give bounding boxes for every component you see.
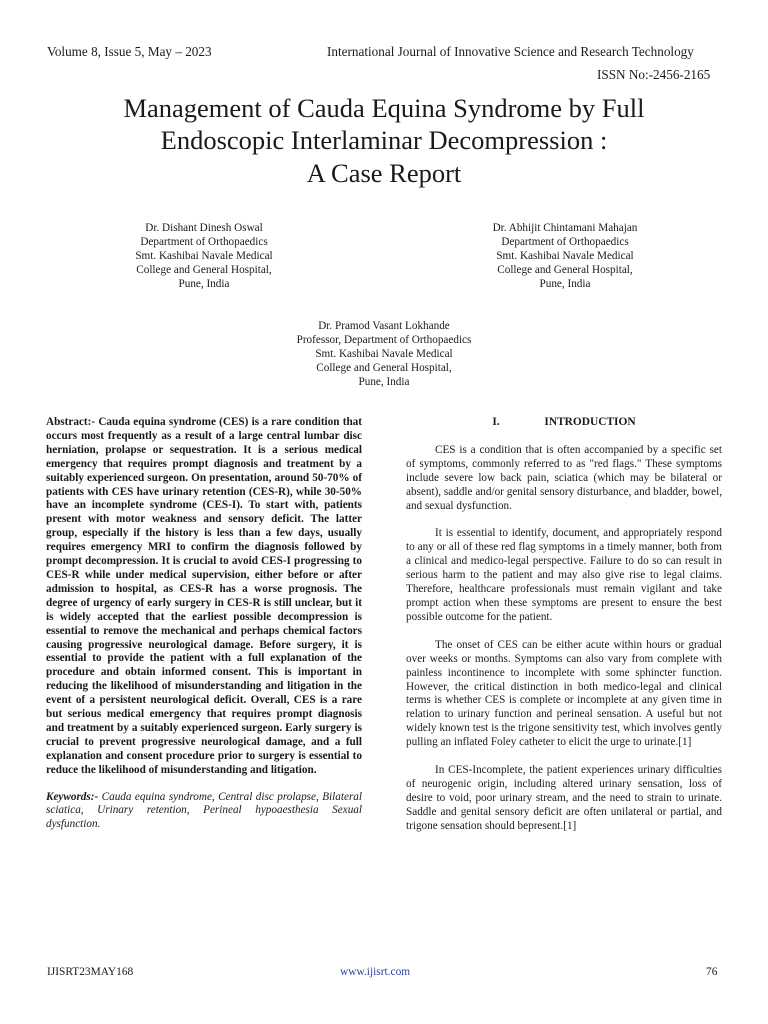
author-institution: Smt. Kashibai Navale Medical (315, 348, 453, 361)
journal-url-link[interactable]: www.ijisrt.com (340, 966, 411, 978)
paper-title (40, 92, 728, 189)
author-location: Pune, India (178, 278, 230, 291)
author-department: Department of Orthopaedics (501, 236, 629, 249)
author-name: Dr. Abhijit Chintamani Mahajan (492, 222, 638, 234)
author-department: Professor, Department of Orthopaedics (296, 334, 472, 347)
paper-code: IJISRT23MAY168 (47, 966, 134, 978)
journal-name: International Journal of Innovative Science and Research Technology (327, 44, 694, 59)
author-institution: Smt. Kashibai Navale Medical (496, 250, 634, 263)
author-location: Pune, India (358, 376, 410, 389)
author-institution-2: College and General Hospital, (497, 264, 633, 277)
volume-issue: Volume 8, Issue 5, May – 2023 (47, 44, 212, 59)
keywords (46, 791, 362, 833)
intro-paragraph-3: The onset of CES can be either acute within hours or gradual over weeks or months. Symptoms can also vary from complete with painless incontinence to incomplete with some sphincter function. However, the critical distinction in both medico-legal and clinical terms is whether CES is complete or incomplete at any given time in relation to urinary function and perineal sensation. A useful but not widely known test is the trigone sensitivity test, which involves gently pulling an inflated Foley catheter to elicit the urge to urinate.[1] (406, 638, 722, 749)
author-location: Pune, India (539, 278, 591, 291)
left-column (46, 416, 362, 832)
title-line-1: Management of Cauda Equina Syndrome by Full (123, 93, 645, 123)
section-number: I. (492, 416, 500, 428)
intro-paragraph-4: In CES-Incomplete, the patient experiences urinary difficulties of neurogenic origin, including altered urinary sensation, loss of desire to void, poor urinary stream, and the need to strain to urinate. Saddle and genital sensory deficit are often unilateral or partial, and trigone sensation should bepresent.[1] (406, 764, 722, 832)
author-block-3 (274, 319, 494, 389)
author-block-2 (455, 221, 675, 291)
page-number: 76 (706, 966, 718, 978)
title-line-3: A Case Report (306, 157, 462, 188)
author-block-1 (94, 221, 314, 291)
author-institution-2: College and General Hospital, (136, 264, 272, 277)
right-column (406, 416, 722, 848)
intro-paragraph-2: It is essential to identify, document, and appropriately respond to any or all of these red flag symptoms in a timely manner, both from a clinical and medico-legal perspective. Failure to do so can result in serious harm to the patient and may also give rise to legal claims. Therefore, healthcare professionals must remain vigilant and take prompt action when these symptoms are present to ensure the best possible outcome for the patient. (406, 527, 722, 623)
author-name: Dr. Dishant Dinesh Oswal (145, 222, 263, 234)
issn: ISSN No:-2456-2165 (597, 67, 711, 82)
title-line-2: Endoscopic Interlaminar Decompression : (160, 125, 608, 156)
keywords-label: Keywords:- (46, 790, 99, 803)
abstract: Abstract:- Cauda equina syndrome (CES) is a rare condition that occurs most frequently as a result of a large central lumbar disc herniation, prolapse or sequestration. It is a serious medical emergency that requires prompt diagnosis and treatment by a suitably experienced surgeon. On presentation, around 50-70% of patients with CES have urinary retention (CES-R), while 30-50% have an incomplete syndrome (CES-I). To start with, patients present with motor weakness and sensory deficit. The latter group, especially if the history is less than a few days, usually requires emergency MRI to confirm the diagnosis followed by prompt decompression. It is crucial to avoid CES-I progressing to CES-R while under medical supervision, either before or after admission to hospital, as CES-R has a worse prognosis. The degree of urgency of early surgery in CES-R is still unclear, but it is widely accepted that the earliest possible decompression is essential to remove the mechanical and perhaps chemical factors causing progressive neurological damage. Before surgery, it is essential to provide the patient with a full explanation of the procedure and obtain informed consent. This is important in reducing the likelihood of misunderstanding and litigation in the event of a persistent neurological deficit. Overall, CES is a rare but serious medical emergency that requires prompt diagnosis and treatment by a suitably experienced surgeon. Early surgery is crucial to prevent progressive neurological damage, and a full explanation and consent procedure prior to surgery is essential to reduce the likelihood of misunderstanding and litigation. (46, 416, 362, 776)
author-name: Dr. Pramod Vasant Lokhande (318, 320, 450, 332)
section-heading (406, 416, 722, 430)
author-department: Department of Orthopaedics (140, 236, 268, 249)
section-title: INTRODUCTION (544, 416, 636, 428)
author-institution: Smt. Kashibai Navale Medical (135, 250, 273, 263)
author-institution-2: College and General Hospital, (316, 362, 452, 375)
keywords-text: Cauda equina syndrome, Central disc prolapse, Bilateral sciatica, Urinary retention, Perineal hypoaesthesia Sexual dysfunction. (46, 790, 362, 831)
intro-paragraph-1: CES is a condition that is often accompanied by a specific set of symptoms, commonly referred to as "red flags." These symptoms include severe low back pain, sciatica (which may be bilateral or absent), saddle and/or genital sensory disturbance, and bladder, bowel, and sexual dysfunction. (406, 443, 722, 512)
